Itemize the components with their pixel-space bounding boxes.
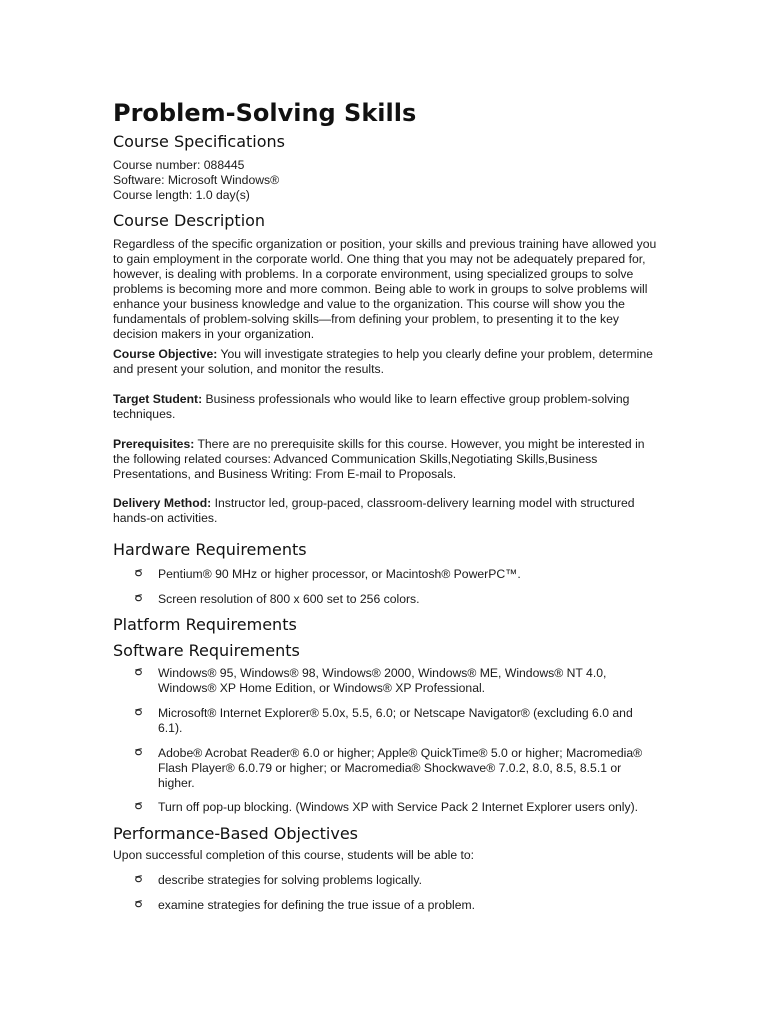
software-item: Windows® 95, Windows® 98, Windows® 2000, Windows® ME, Windows® NT 4.0, Windows® XP Home Edition, or Windows® XP Professional. — [158, 666, 607, 695]
platform-heading: Platform Requirements — [113, 615, 297, 634]
bullet-icon — [134, 801, 143, 810]
list-item — [113, 873, 658, 888]
hardware-item: Screen resolution of 800 x 600 set to 256 colors. — [158, 592, 420, 606]
course-objective-text: You will investigate strategies to help you clearly define your problem, determine and present your solution, and monitor the results. — [113, 347, 653, 376]
software-heading: Software Requirements — [113, 641, 300, 660]
hardware-item: Pentium® 90 MHz or higher processor, or Macintosh® PowerPC™. — [158, 567, 521, 581]
bullet-icon — [134, 899, 143, 908]
bullet-icon — [134, 593, 143, 602]
bullet-icon — [134, 747, 143, 756]
prerequisites — [113, 437, 658, 482]
target-student-label: Target Student: — [113, 392, 203, 406]
prerequisites-text: There are no prerequisite skills for this course. However, you might be interested in the following related courses: Advanced Communication Skills,Negotiating Skills,Business Presentations, and Business Writing: From E-mail to Proposals. — [113, 437, 645, 481]
list-item — [113, 746, 658, 791]
list-item — [113, 666, 658, 696]
software-item: Turn off pop-up blocking. (Windows XP with Service Pack 2 Internet Explorer users only). — [158, 800, 639, 814]
objectives-intro: Upon successful completion of this course, students will be able to: — [113, 848, 475, 862]
course-objective-label: Course Objective: — [113, 347, 218, 361]
prerequisites-label: Prerequisites: — [113, 437, 195, 451]
spec-line: Course length: 1.0 day(s) — [113, 188, 250, 202]
bullet-icon — [134, 667, 143, 676]
description-heading: Course Description — [113, 211, 266, 230]
target-student-text: Business professionals who would like to learn effective group problem-solving techniques. — [113, 392, 630, 421]
list-item — [113, 706, 658, 736]
objective-item: examine strategies for defining the true issue of a problem. — [158, 898, 476, 912]
objectives-heading: Performance-Based Objectives — [113, 824, 358, 843]
software-item: Adobe® Acrobat Reader® 6.0 or higher; Apple® QuickTime® 5.0 or higher; Macromedia® Flash Player® 6.0.79 or higher; or Macromedia® Shockwave® 7.0.2, 8.0, 8.5, 8.5.1 or higher. — [158, 746, 643, 790]
list-item — [113, 567, 658, 582]
description-body: Regardless of the specific organization or position, your skills and previous training have allowed you to gain employment in the corporate world. One thing that you may not be adequately prepared for, however, is dealing with problems. In a corporate environment, using specialized groups to solve problems is becoming more and more common. Being able to work in groups to solve problems will enhance your business knowledge and value to the organization. This course will show you the fundamentals of problem-solving skills—from defining your problem, to presenting it to the key decision makers in your organization. — [113, 237, 657, 341]
software-item: Microsoft® Internet Explorer® 5.0x, 5.5, 6.0; or Netscape Navigator® (excluding 6.0 and 6.1). — [158, 706, 633, 735]
hardware-heading: Hardware Requirements — [113, 540, 307, 559]
software-list — [113, 666, 658, 815]
list-item — [113, 898, 658, 913]
list-item — [113, 800, 658, 815]
specs-heading: Course Specifications — [113, 132, 286, 151]
objective-item: describe strategies for solving problems logically. — [158, 873, 422, 887]
spec-line: Software: Microsoft Windows® — [113, 173, 280, 187]
list-item — [113, 592, 658, 607]
bullet-icon — [134, 568, 143, 577]
delivery-method — [113, 496, 658, 526]
delivery-method-label: Delivery Method: — [113, 496, 212, 510]
bullet-icon — [134, 707, 143, 716]
target-student — [113, 392, 658, 422]
bullet-icon — [134, 874, 143, 883]
spec-line: Course number: 088445 — [113, 158, 245, 172]
page-title: Problem-Solving Skills — [113, 99, 417, 127]
specs-block — [113, 158, 658, 203]
delivery-method-text: Instructor led, group-paced, classroom-delivery learning model with structured hands-on activities. — [113, 496, 635, 525]
document-content — [113, 98, 658, 913]
objectives-list — [113, 873, 658, 913]
course-objective — [113, 347, 658, 377]
hardware-list — [113, 567, 658, 607]
